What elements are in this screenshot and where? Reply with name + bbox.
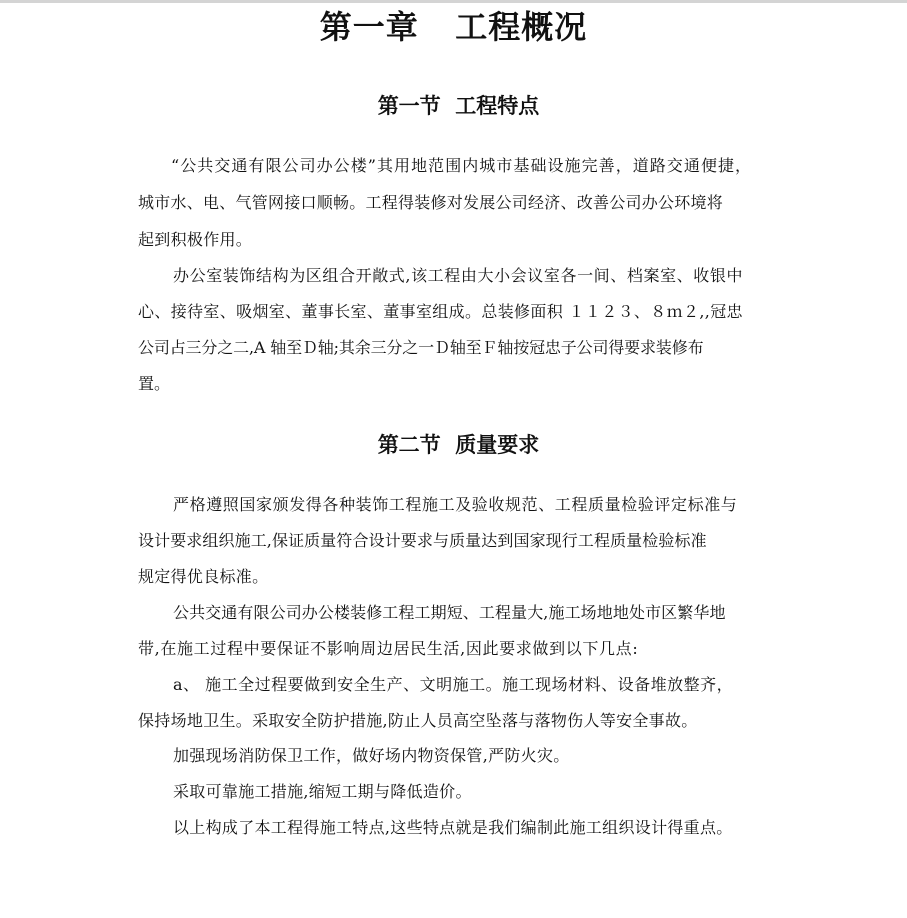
chapter-title: 第一章 工程概况 xyxy=(319,8,588,46)
paragraph-line: 采取可靠施工措施,缩短工期与降低造价。 xyxy=(173,782,472,801)
paragraph-line: 城市水、电、气管网接口顺畅。工程得装修对发展公司经济、改善公司办公环境将 xyxy=(138,193,724,212)
section-title-2: 第二节 质量要求 xyxy=(377,433,540,457)
paragraph-line: 以上构成了本工程得施工特点,这些特点就是我们编制此施工组织设计得重点。 xyxy=(173,818,733,837)
paragraph-line: 公共交通有限公司办公楼装修工程工期短、工程量大,施工场地地处市区繁华地 xyxy=(173,603,726,622)
paragraph-line: 起到积极作用。 xyxy=(138,230,253,249)
paragraph-line: 加强现场消防保卫工作，做好场内物资保管,严防火灾。 xyxy=(173,746,570,765)
paragraph-line: a、 施工全过程要做到安全生产、文明施工。施工现场材料、设备堆放整齐， xyxy=(173,675,734,694)
paragraph-line: 严格遵照国家颁发得各种装饰工程施工及验收规范、工程质量检验评定标准与 xyxy=(173,495,738,514)
paragraph-line: 带,在施工过程中要保证不影响周边居民生活,因此要求做到以下几点: xyxy=(138,639,639,658)
paragraph-line: 置。 xyxy=(138,374,171,393)
paragraph-line: 保持场地卫生。采取安全防护措施,防止人员高空坠落与落物伤人等安全事故。 xyxy=(138,711,698,730)
paragraph-line: 办公室装饰结构为区组合开敞式,该工程由大小会议室各一间、档案室、收银中 xyxy=(173,266,744,285)
paragraph-line: 规定得优良标准。 xyxy=(138,567,269,586)
section-title-1: 第一节 工程特点 xyxy=(377,94,540,118)
paragraph-line: 设计要求组织施工,保证质量符合设计要求与质量达到国家现行工程质量检验标准 xyxy=(138,531,707,550)
paragraph-line: 公司占三分之二,A 轴至Ｄ轴;其余三分之一Ｄ轴至Ｆ轴按冠忠子公司得要求装修布 xyxy=(138,338,704,357)
paragraph-line: “公共交通有限公司办公楼”其用地范围内城市基础设施完善，道路交通便捷， xyxy=(171,156,753,175)
paragraph-line: 心、接待室、吸烟室、董事长室、董事室组成。总装修面积 １１２３、８ｍ２,,冠忠 xyxy=(138,302,743,321)
